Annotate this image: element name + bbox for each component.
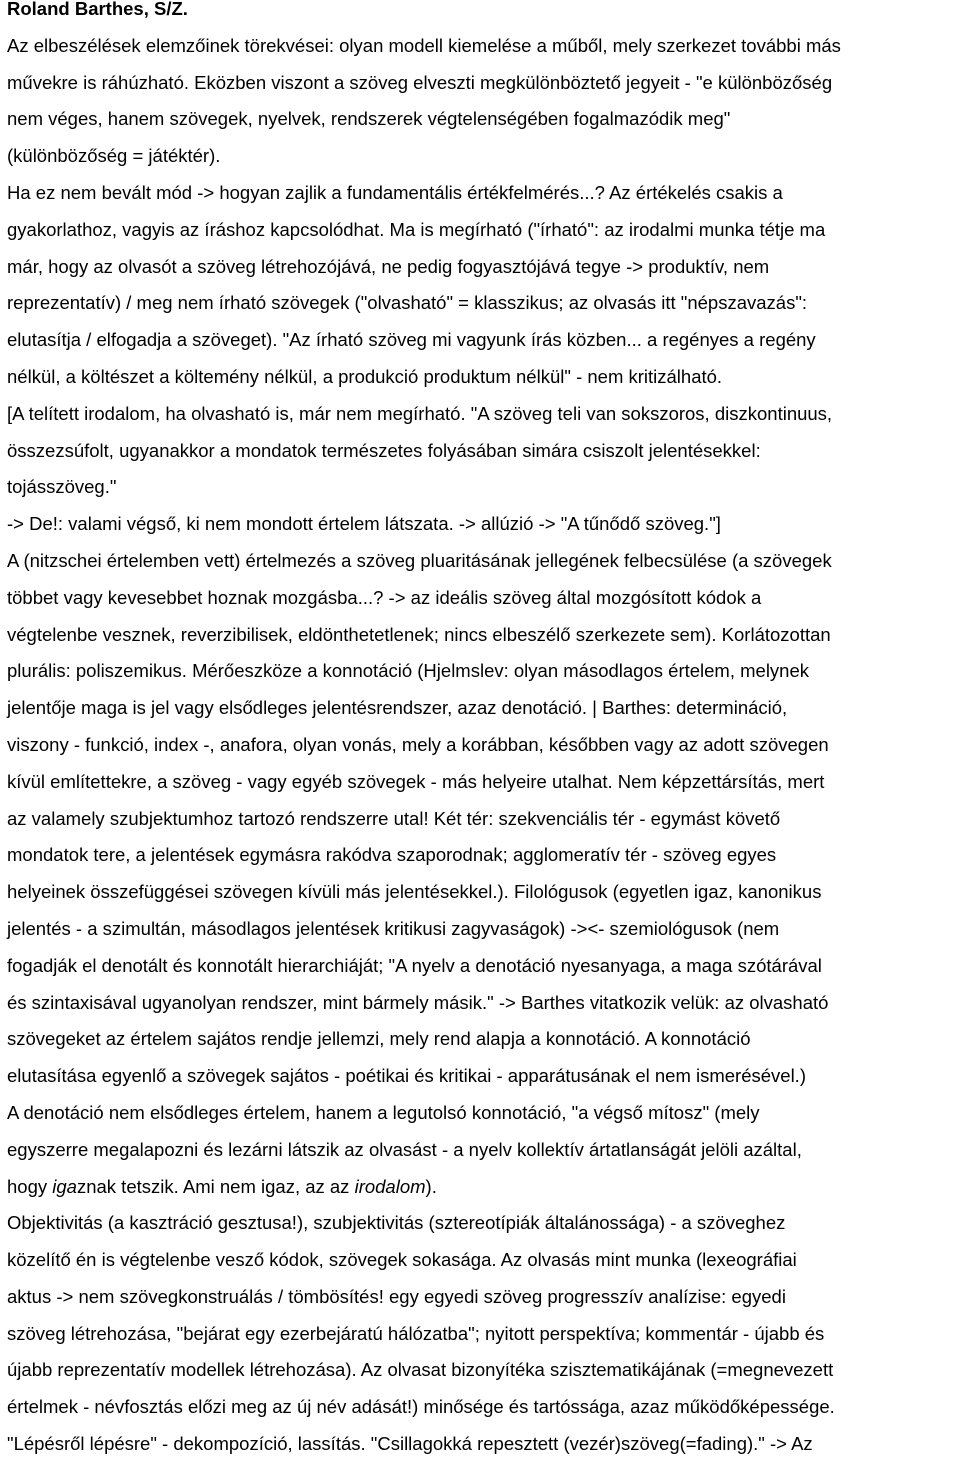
text-line: nem véges, hanem szövegek, nyelvek, rendszerek végtelenségében fogalmazódik meg" (7, 108, 731, 130)
italic-text: irodalom (354, 1175, 426, 1197)
text-line: A denotáció nem elsődleges értelem, hanem a legutolsó konnotáció, "a végső mítosz" (mely (7, 1101, 760, 1123)
text-line: -> De!: valami végső, ki nem mondott értelem látszata. -> allúzió -> "A tűnődő szöveg."] (7, 513, 721, 535)
text-line: helyeinek összefüggései szövegen kívüli más jelentésekkel.). Filológusok (egyetlen igaz, kanonikus (7, 881, 822, 903)
text-line: elutasítja / elfogadja a szöveget). "Az írható szöveg mi vagyunk írás közben... a regényes a regény (7, 329, 816, 351)
text-line: szöveg létrehozása, "bejárat egy ezerbejáratú hálózatba"; nyitott perspektíva; kommentár - újabb és (7, 1322, 825, 1344)
text-line: gyakorlathoz, vagyis az íráshoz kapcsolódhat. Ma is megírható ("írható": az irodalmi munka tétje ma (7, 218, 826, 240)
text-line: (különbözőség = játéktér). (7, 145, 221, 167)
text-run: znak tetszik. Ami nem igaz, az az (76, 1175, 355, 1197)
text-line: Ha ez nem bevált mód -> hogyan zajlik a fundamentális értékfelmérés...? Az értékelés csakis a (7, 181, 783, 203)
text-line: egyszerre megalapozni és lezárni látszik az olvasást - a nyelv kollektív ártatlanságát jelöli azáltal, (7, 1138, 802, 1160)
text-line: értelmek - névfosztás előzi meg az új név adását!) minősége és tartóssága, azaz működőképessége. (7, 1396, 835, 1418)
text-line: aktus -> nem szövegkonstruálás / tömbösítés! egy egyedi szöveg progresszív analízise: egyedi (7, 1285, 786, 1307)
text-line: már, hogy az olvasót a szöveg létrehozójává, ne pedig fogyasztójává tegye -> produktív, nem (7, 255, 770, 277)
text-line: művekre is ráhúzható. Eközben viszont a szöveg elveszti megkülönböztető jegyeit - "e különbözőség (7, 71, 833, 93)
text-line: szövegeket az értelem sajátos rendje jellemzi, mely rend alapja a konnotáció. A konnotáció (7, 1028, 751, 1050)
text-line: A (nitzschei értelemben vett) értelmezés a szöveg pluaritásának jellegének felbecsülése (a szövegek (7, 549, 832, 571)
italic-text: iga (52, 1175, 77, 1197)
text-line: az valamely szubjektumhoz tartozó rendszerre utal! Két tér: szekvenciális tér - egymást követő (7, 807, 781, 829)
text-line: nélkül, a költészet a költemény nélkül, a produkció produktum nélkül" - nem kritizálható. (7, 365, 723, 387)
document-title: Roland Barthes, S/Z. (7, 0, 188, 19)
text-line: Az elbeszélések elemzőinek törekvései: olyan modell kiemelése a műből, mely szerkezet további más (7, 34, 841, 56)
text-line: reprezentatív) / meg nem írható szövegek ("olvasható" = klasszikus; az olvasás itt "népszavazás": (7, 292, 808, 314)
text-line (7, 1169, 957, 1206)
text-line: elutasítása egyenlő a szövegek sajátos - poétikai és kritikai - apparátusának el nem ismerésével.) (7, 1065, 806, 1087)
text-line: és szintaxisával ugyanolyan rendszer, mint bármely másik." -> Barthes vitatkozik velük: az olvasható (7, 991, 829, 1013)
text-line: végtelenbe vesznek, reverzibilisek, eldönthetetlenek; nincs elbeszélő szerkezete sem). Korlátozottan (7, 623, 831, 645)
text-run: ). (425, 1175, 437, 1197)
text-line: Objektivitás (a kasztráció gesztusa!), szubjektivitás (sztereotípiák általánossága) - a szöveghez (7, 1212, 786, 1234)
text-line: viszony - funkció, index -, anafora, olyan vonás, mely a korábban, későbben vagy az adott szövegen (7, 733, 829, 755)
text-line: összezsúfolt, ugyanakkor a mondatok természetes folyásában simára csiszolt jelentésekkel: (7, 439, 761, 461)
text-line: tojásszöveg." (7, 476, 117, 498)
text-line: "Lépésről lépésre" - dekompozíció, lassítás. "Csillagokká repesztett (vezér)szöveg(=fading)." -> Az (7, 1433, 813, 1455)
text-line: jelentője maga is jel vagy elsődleges jelentésrendszer, azaz denotáció. | Barthes: determináció, (7, 697, 788, 719)
text-line: plurális: poliszemikus. Mérőeszköze a konnotáció (Hjelmslev: olyan másodlagos értelem, melynek (7, 660, 810, 682)
text-line: [A telített irodalom, ha olvasható is, már nem megírható. "A szöveg teli van sokszoros, diszkontinuus, (7, 402, 833, 424)
document-page (7, 0, 957, 1463)
text-line: újabb reprezentatív modellek létrehozása). Az olvasat bizonyítéka szisztematikájának (=megnevezett (7, 1359, 834, 1381)
text-run: hogy (7, 1175, 53, 1197)
text-line: fogadják el denotált és konnotált hierarchiáját; "A nyelv a denotáció nyesanyaga, a maga szótárával (7, 954, 822, 976)
document-body (7, 28, 957, 1463)
text-line: mondatok tere, a jelentések egymásra rakódva szaporodnak; agglomeratív tér - szöveg egyes (7, 844, 777, 866)
text-line: jelentés - a szimultán, másodlagos jelentések kritikusi zagyvaságok) -><- szemiológusok (nem (7, 917, 780, 939)
text-line: közelítő én is végtelenbe vesző kódok, szövegek sokasága. Az olvasás mint munka (lexeográfiai (7, 1249, 797, 1271)
text-line: többet vagy kevesebbet hoznak mozgásba...? -> az ideális szöveg által mozgósított kódok a (7, 586, 762, 608)
text-line: kívül említettekre, a szöveg - vagy egyéb szövegek - más helyeire utalhat. Nem képzettársítás, mert (7, 770, 825, 792)
